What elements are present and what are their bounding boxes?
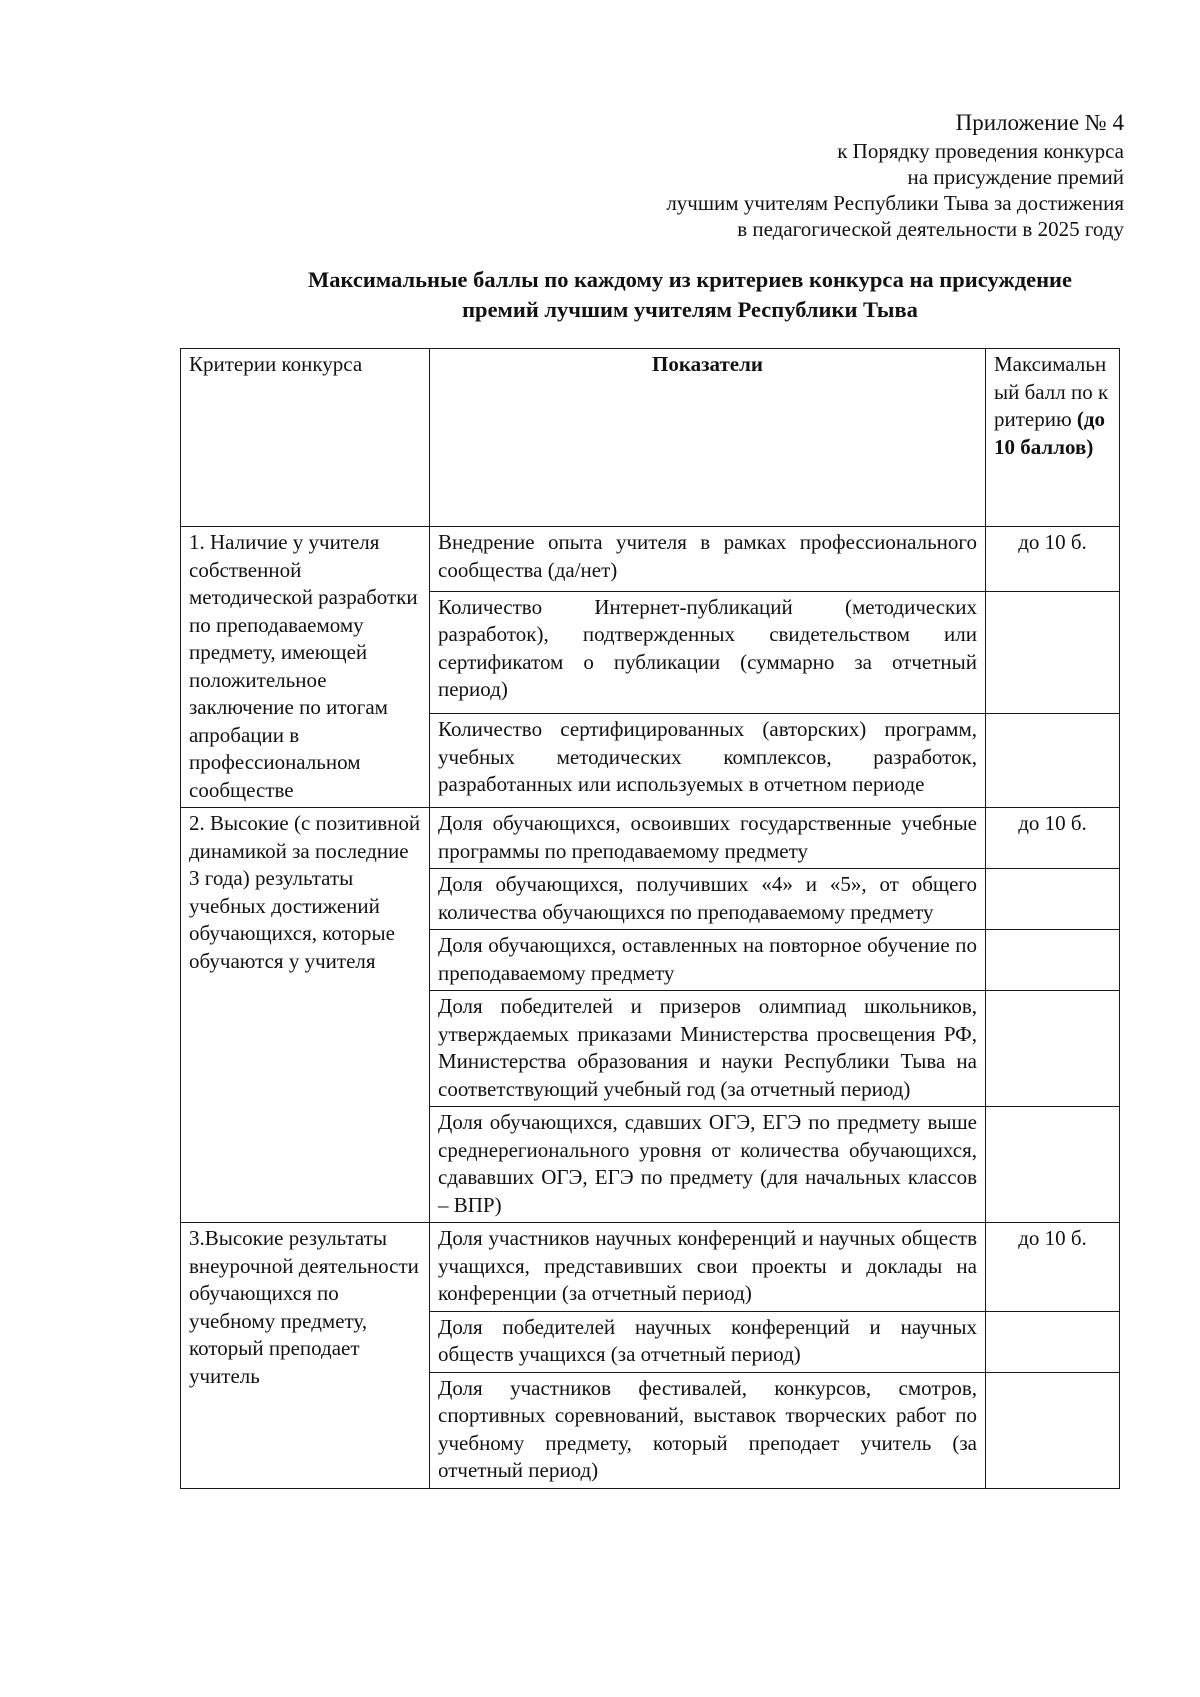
indicator-cell: Доля обучающихся, оставленных на повторное обучение по преподаваемому предмету [430,930,986,991]
indicator-cell: Доля победителей и призеров олимпиад школьников, утверждаемых приказами Министерства просвещения РФ, Министерства образования и науки Республики Тыва на соответствующий учебный год (за отчетный период) [430,991,986,1107]
criterion-cell: 2. Высокие (с позитивной динамикой за последние 3 года) результаты учебных достижений обучающихся, которые обучаются у учителя [181,808,430,1223]
document-title [250,265,1130,325]
score-cell-empty [986,714,1120,808]
table-row [181,527,1120,592]
score-cell-empty [986,1107,1120,1223]
criterion-cell: 3.Высокие результаты внеурочной деятельности обучающихся по учебному предмету, который преподает учитель [181,1223,430,1489]
score-cell: до 10 б. [986,1223,1120,1312]
indicator-cell: Доля обучающихся, получивших «4» и «5», от общего количества обучающихся по преподаваемому предмету [430,869,986,930]
score-cell-empty [986,1372,1120,1488]
score-cell-empty [986,930,1120,991]
table-row [181,1223,1120,1312]
indicator-cell: Доля обучающихся, освоивших государственные учебные программы по преподаваемому предмету [430,808,986,869]
appendix-header [666,108,1124,242]
indicator-cell: Количество Интернет-публикаций (методических разработок), подтвержденных свидетельством или сертификатом о публикации (суммарно за отчетный период) [430,591,986,714]
header-max-score [986,349,1120,527]
title-line: премий лучшим учителям Республики Тыва [462,297,918,322]
appendix-line: в педагогической деятельности в 2025 году [737,217,1124,241]
appendix-line: на присуждение премий [907,165,1124,189]
score-cell: до 10 б. [986,527,1120,592]
header-max-score-note: (до 10 баллов) [994,407,1106,459]
indicator-cell: Доля участников фестивалей, конкурсов, смотров, спортивных соревнований, выставок творческих работ по учебному предмету, который преподает учитель (за отчетный период) [430,1372,986,1488]
indicator-cell: Доля обучающихся, сдавших ОГЭ, ЕГЭ по предмету выше среднерегионального уровня от количества обучающихся, сдававших ОГЭ, ЕГЭ по предмету (для начальных классов – ВПР) [430,1107,986,1223]
criteria-table [180,348,1120,1489]
header-max-score-label: Максимальный балл по критерию [994,352,1109,431]
score-cell-empty [986,591,1120,714]
score-cell-empty [986,869,1120,930]
score-cell: до 10 б. [986,808,1120,869]
indicator-cell: Внедрение опыта учителя в рамках профессионального сообщества (да/нет) [430,527,986,592]
title-line: Максимальные баллы по каждому из критериев конкурса на присуждение [308,267,1072,292]
indicator-cell: Доля победителей научных конференций и научных обществ учащихся (за отчетный период) [430,1311,986,1372]
appendix-line: лучшим учителям Республики Тыва за достижения [666,191,1124,215]
table-header-row [181,349,1120,527]
table-row [181,808,1120,869]
score-cell-empty [986,991,1120,1107]
appendix-number: Приложение № 4 [955,110,1124,135]
appendix-line: к Порядку проведения конкурса [837,139,1124,163]
header-indicators: Показатели [430,349,986,527]
header-criteria: Критерии конкурса [181,349,430,527]
criterion-cell: 1. Наличие у учителя собственной методической разработки по преподаваемому предмету, имеющей положительное заключение по итогам апробации в профессиональном сообществе [181,527,430,808]
indicator-cell: Доля участников научных конференций и научных обществ учащихся, представивших свои проекты и доклады на конференции (за отчетный период) [430,1223,986,1312]
indicator-cell: Количество сертифицированных (авторских) программ, учебных методических комплексов, разработок, разработанных или используемых в отчетном периоде [430,714,986,808]
score-cell-empty [986,1311,1120,1372]
